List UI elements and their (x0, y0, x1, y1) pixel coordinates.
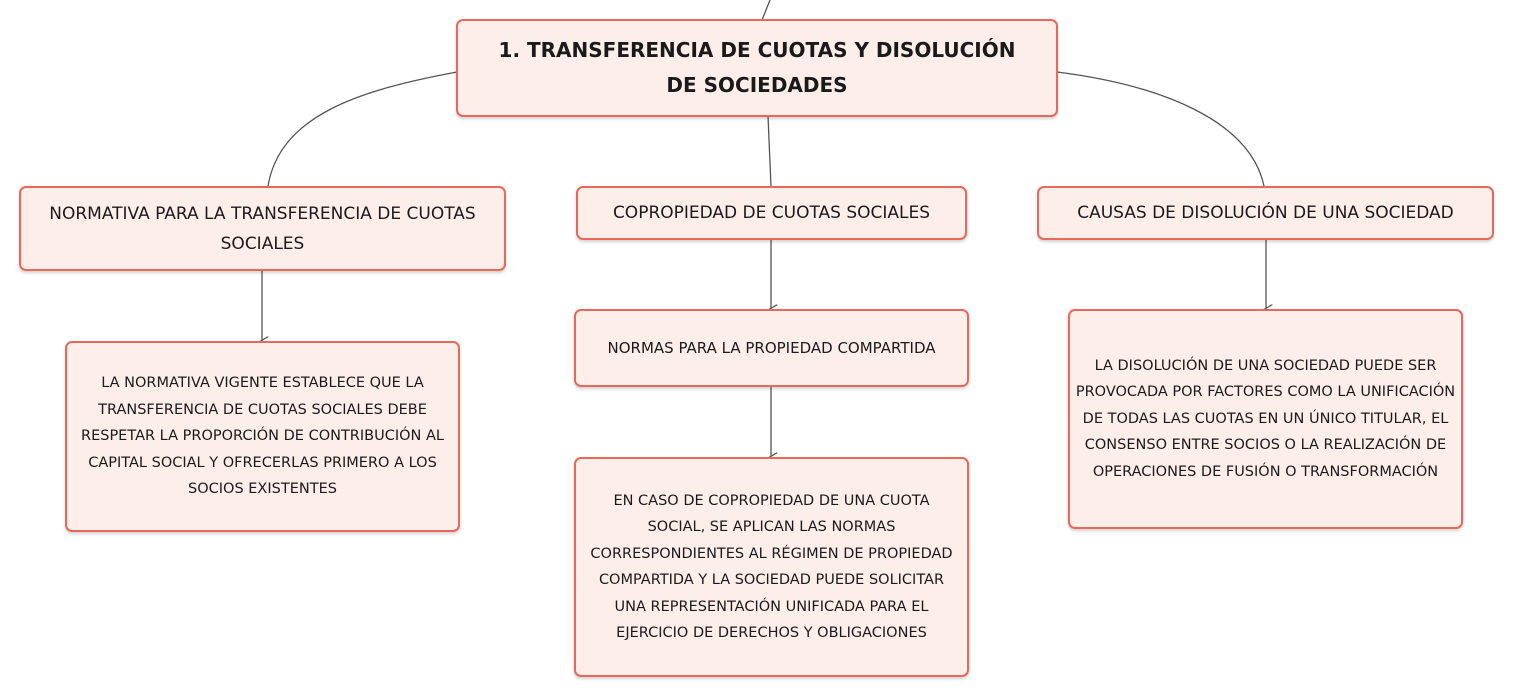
branch-copropiedad-label: COPROPIEDAD DE CUOTAS SOCIALES (612, 203, 931, 223)
connector-root-to-normativa (268, 72, 457, 186)
branch-normativa-node[interactable] (19, 186, 506, 271)
connector-root-to-copropiedad (768, 116, 771, 186)
branch-copropiedad-node[interactable] (576, 186, 967, 240)
causas-detail-node[interactable] (1068, 309, 1463, 529)
normativa-detail-node[interactable] (65, 341, 460, 532)
copropiedad-detail-node[interactable] (574, 457, 969, 677)
branch-normativa-label: NORMATIVA PARA LA TRANSFERENCIA DE CUOTAS SOCIALES (49, 203, 476, 254)
normas-propiedad-node[interactable] (574, 309, 969, 387)
normativa-detail-label: LA NORMATIVA VIGENTE ESTABLECE QUE LA TRANSFERENCIA DE CUOTAS SOCIALES DEBE RESPETAR LA PROPORCIÓN DE CONTRIBUCIÓN AL CAPITAL SOCIAL Y OFRECERLAS PRIMERO A LOS SOCIOS EXISTENTES (81, 375, 444, 498)
branch-causas-label: CAUSAS DE DISOLUCIÓN DE UNA SOCIEDAD (1077, 203, 1454, 223)
causas-detail-label: LA DISOLUCIÓN DE UNA SOCIEDAD PUEDE SER PROVOCADA POR FACTORES COMO LA UNIFICACIÓN DE TODAS LAS CUOTAS EN UN ÚNICO TITULAR, EL CONSENSO ENTRE SOCIOS O LA REALIZACIÓN DE OPERACIONES DE FUSIÓN O TRANSFORMACIÓN (1075, 357, 1456, 480)
root-label: 1. TRANSFERENCIA DE CUOTAS Y DISOLUCIÓN DE SOCIEDADES (498, 38, 1016, 97)
connector-root-to-causas (1057, 72, 1264, 186)
root-node[interactable] (456, 19, 1058, 117)
copropiedad-detail-label: EN CASO DE COPROPIEDAD DE UNA CUOTA SOCIAL, SE APLICAN LAS NORMAS CORRESPONDIENTES AL RÉGIMEN DE PROPIEDAD COMPARTIDA Y LA SOCIEDAD PUEDE SOLICITAR UNA REPRESENTACIÓN UNIFICADA PARA EL EJERCICIO DE DERECHOS Y OBLIGACIONES (590, 492, 953, 641)
branch-causas-node[interactable] (1037, 186, 1494, 240)
connector-parent-stub (762, 0, 770, 20)
normas-propiedad-label: NORMAS PARA LA PROPIEDAD COMPARTIDA (607, 338, 936, 357)
